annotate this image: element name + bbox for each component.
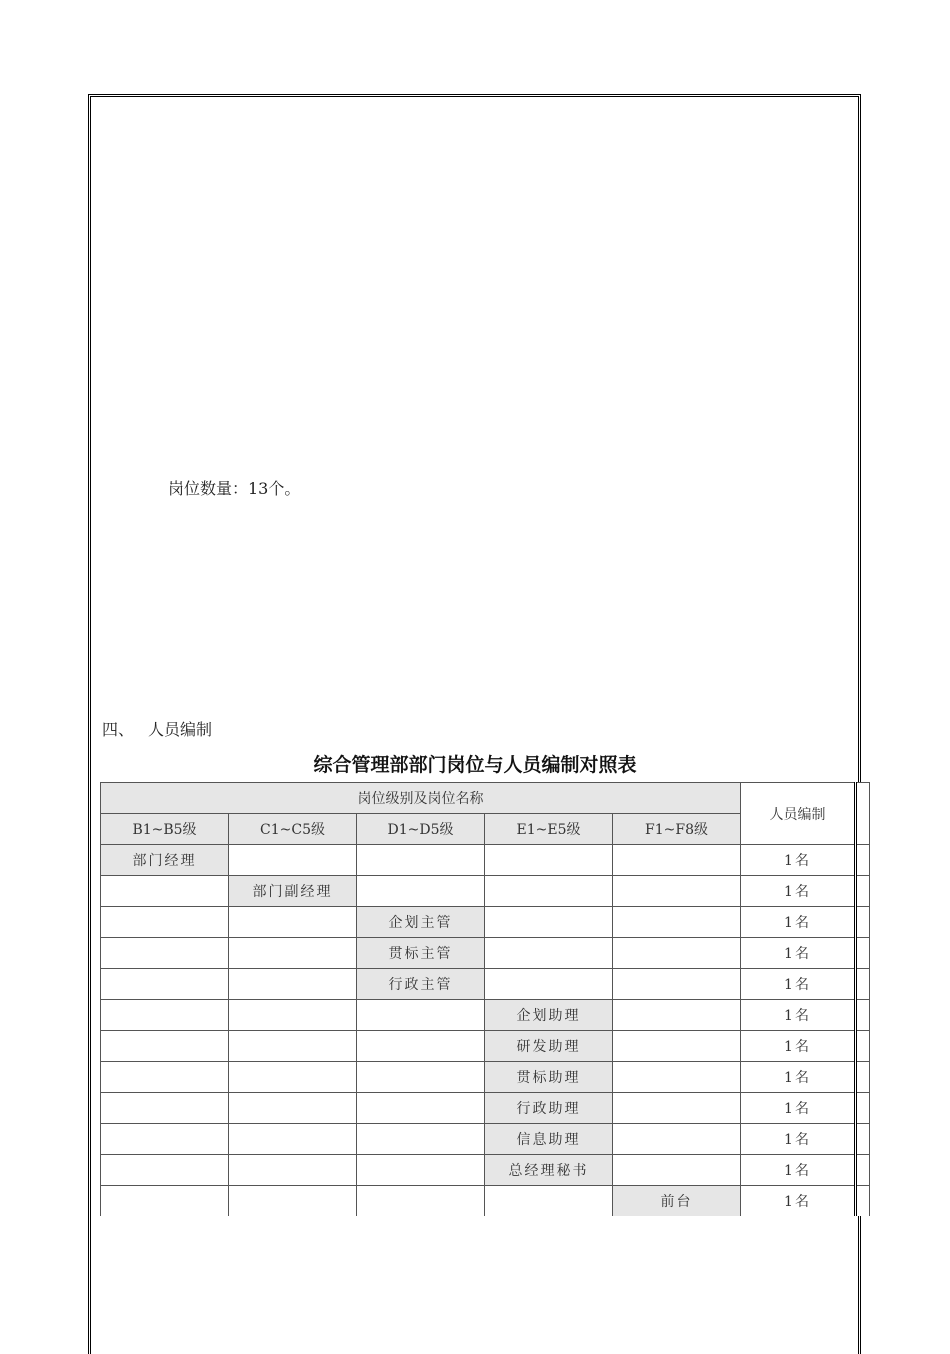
position-cell: 行政助理 bbox=[485, 1093, 613, 1124]
positions-count-text: 岗位数量：13个。 bbox=[168, 479, 301, 498]
empty-cell bbox=[101, 1124, 229, 1155]
table-row bbox=[101, 1031, 870, 1062]
empty-cell bbox=[357, 845, 485, 876]
empty-cell bbox=[613, 1093, 741, 1124]
empty-cell bbox=[357, 1155, 485, 1186]
empty-cell bbox=[229, 1093, 357, 1124]
empty-cell bbox=[357, 1062, 485, 1093]
table-edge bbox=[856, 938, 870, 969]
section-title: 人员编制 bbox=[148, 720, 213, 739]
empty-cell bbox=[357, 1093, 485, 1124]
headcount-cell: 1名 bbox=[741, 1124, 856, 1155]
empty-cell bbox=[485, 969, 613, 1000]
table-edge bbox=[856, 876, 870, 907]
empty-cell bbox=[613, 1124, 741, 1155]
headcount-cell: 1名 bbox=[741, 1155, 856, 1186]
table-edge bbox=[856, 969, 870, 1000]
empty-cell bbox=[101, 1155, 229, 1186]
position-cell: 贯标助理 bbox=[485, 1062, 613, 1093]
position-cell: 总经理秘书 bbox=[485, 1155, 613, 1186]
empty-cell bbox=[101, 876, 229, 907]
table-edge bbox=[856, 1155, 870, 1186]
position-cell: 企划主管 bbox=[357, 907, 485, 938]
table-edge bbox=[856, 1000, 870, 1031]
position-cell: 企划助理 bbox=[485, 1000, 613, 1031]
table-edge bbox=[856, 845, 870, 876]
empty-cell bbox=[229, 845, 357, 876]
level-header: B1~B5级 bbox=[101, 814, 229, 845]
empty-cell bbox=[101, 1186, 229, 1217]
empty-cell bbox=[101, 938, 229, 969]
empty-cell bbox=[101, 1062, 229, 1093]
table-edge bbox=[856, 1124, 870, 1155]
position-cell: 信息助理 bbox=[485, 1124, 613, 1155]
empty-cell bbox=[357, 1124, 485, 1155]
empty-cell bbox=[229, 969, 357, 1000]
headcount-cell: 1名 bbox=[741, 845, 856, 876]
empty-cell bbox=[229, 1062, 357, 1093]
empty-cell bbox=[485, 876, 613, 907]
empty-cell bbox=[101, 1000, 229, 1031]
empty-cell bbox=[229, 1031, 357, 1062]
table-edge bbox=[856, 907, 870, 938]
table-row bbox=[101, 938, 870, 969]
level-header: F1~F8级 bbox=[613, 814, 741, 845]
position-cell: 前台 bbox=[613, 1186, 741, 1217]
empty-cell bbox=[357, 1186, 485, 1217]
section-heading bbox=[102, 717, 212, 740]
empty-cell bbox=[229, 1155, 357, 1186]
headcount-cell: 1名 bbox=[741, 1000, 856, 1031]
table-row bbox=[101, 1186, 870, 1217]
table-body bbox=[101, 845, 870, 1217]
position-cell: 部门经理 bbox=[101, 845, 229, 876]
table-row bbox=[101, 845, 870, 876]
empty-cell bbox=[613, 969, 741, 1000]
position-cell: 部门副经理 bbox=[229, 876, 357, 907]
headcount-cell: 1名 bbox=[741, 1062, 856, 1093]
headcount-cell: 1名 bbox=[741, 1093, 856, 1124]
empty-cell bbox=[485, 1186, 613, 1217]
empty-cell bbox=[613, 1062, 741, 1093]
table-row bbox=[101, 876, 870, 907]
empty-cell bbox=[485, 907, 613, 938]
level-header: D1~D5级 bbox=[357, 814, 485, 845]
empty-cell bbox=[485, 938, 613, 969]
level-header: E1~E5级 bbox=[485, 814, 613, 845]
headcount-cell: 1名 bbox=[741, 1031, 856, 1062]
table-edge bbox=[856, 1062, 870, 1093]
position-cell: 研发助理 bbox=[485, 1031, 613, 1062]
table-row bbox=[101, 1155, 870, 1186]
empty-cell bbox=[613, 845, 741, 876]
empty-cell bbox=[101, 1031, 229, 1062]
headcount-cell: 1名 bbox=[741, 969, 856, 1000]
empty-cell bbox=[229, 938, 357, 969]
table-row bbox=[101, 1124, 870, 1155]
empty-cell bbox=[485, 845, 613, 876]
empty-cell bbox=[101, 1093, 229, 1124]
headcount-cell: 1名 bbox=[741, 907, 856, 938]
table-row bbox=[101, 969, 870, 1000]
headcount-cell: 1名 bbox=[741, 876, 856, 907]
table-row bbox=[101, 907, 870, 938]
staffing-table bbox=[100, 782, 870, 1216]
empty-cell bbox=[229, 1000, 357, 1031]
table-title: 综合管理部部门岗位与人员编制对照表 bbox=[313, 754, 637, 776]
table-edge bbox=[856, 783, 870, 845]
group-header: 岗位级别及岗位名称 bbox=[101, 783, 741, 814]
empty-cell bbox=[229, 1186, 357, 1217]
empty-cell bbox=[613, 1155, 741, 1186]
empty-cell bbox=[101, 969, 229, 1000]
empty-cell bbox=[357, 1031, 485, 1062]
table-row bbox=[101, 1093, 870, 1124]
empty-cell bbox=[613, 1031, 741, 1062]
table-edge bbox=[856, 1031, 870, 1062]
count-header: 人员编制 bbox=[741, 783, 856, 845]
empty-cell bbox=[613, 907, 741, 938]
empty-cell bbox=[357, 1000, 485, 1031]
position-cell: 贯标主管 bbox=[357, 938, 485, 969]
table-edge bbox=[856, 1186, 870, 1217]
empty-cell bbox=[613, 938, 741, 969]
section-number: 四、 bbox=[102, 720, 135, 739]
empty-cell bbox=[613, 876, 741, 907]
empty-cell bbox=[229, 1124, 357, 1155]
position-cell: 行政主管 bbox=[357, 969, 485, 1000]
empty-cell bbox=[357, 876, 485, 907]
empty-cell bbox=[613, 1000, 741, 1031]
level-header: C1~C5级 bbox=[229, 814, 357, 845]
table-row bbox=[101, 1000, 870, 1031]
table-edge bbox=[856, 1093, 870, 1124]
empty-cell bbox=[229, 907, 357, 938]
headcount-cell: 1名 bbox=[741, 1186, 856, 1217]
table-row bbox=[101, 1062, 870, 1093]
headcount-cell: 1名 bbox=[741, 938, 856, 969]
empty-cell bbox=[101, 907, 229, 938]
